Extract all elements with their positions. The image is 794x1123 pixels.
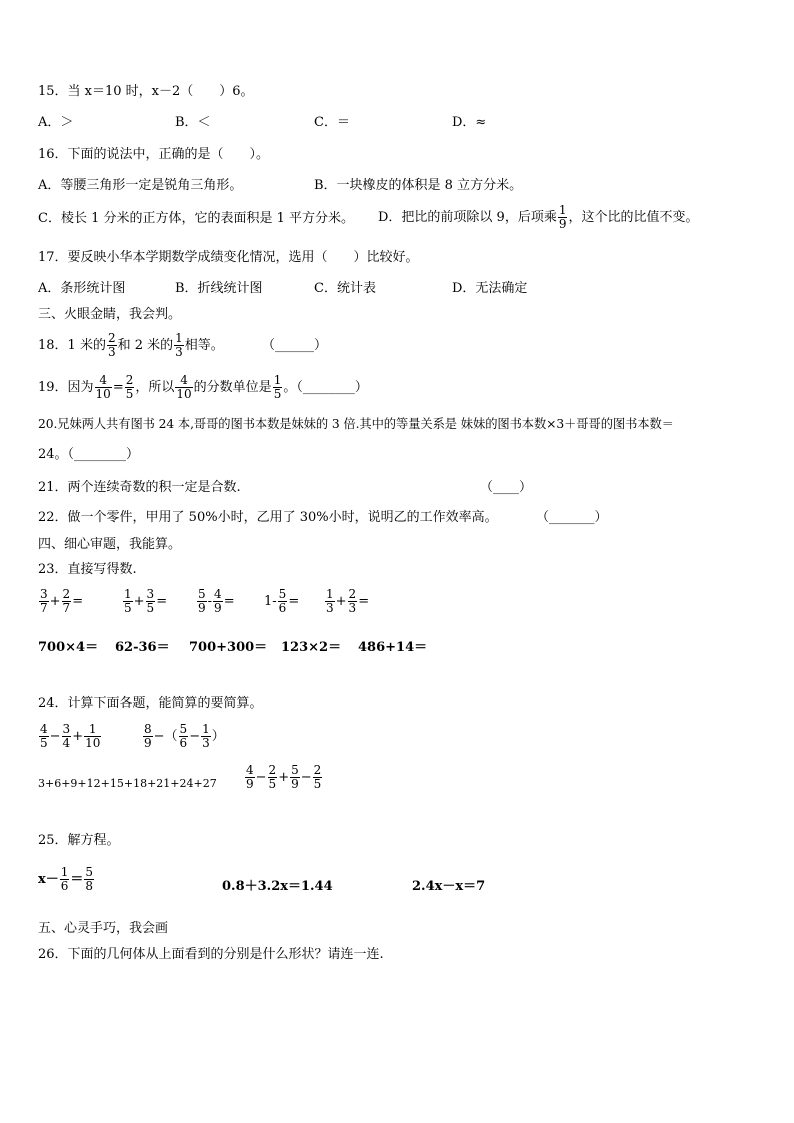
q21-stem: 21．两个连续奇数的积一定是合数. (38, 480, 241, 495)
q19-fraction-4: $\frac{1}{5}$ (273, 373, 282, 401)
q24-expr-2: $\frac{8}{9}$ −（ $\frac{5}{6}$ − $\frac{1}{3}$ ） (144, 722, 225, 750)
q16-option-a[interactable]: A．等腰三角形一定是锐角三角形。 (38, 178, 243, 193)
q16-option-d[interactable] (378, 203, 698, 233)
q16-d-fraction: $\frac{1}{9}$ (558, 203, 567, 231)
q25-stem: 25．解方程。 (38, 833, 120, 848)
q15-option-a[interactable]: A．＞ (38, 115, 74, 130)
q19-answer-blank[interactable]: 。（________） (283, 380, 368, 395)
q19-fraction-1: $\frac{4}{10}$ (95, 373, 111, 401)
q18-suffix: 相等。 (184, 338, 224, 353)
q15-option-b[interactable]: B．＜ (175, 115, 211, 130)
q22-answer-blank[interactable]: （_______） (536, 510, 608, 525)
q16-option-c[interactable]: C．棱长 1 分米的正方体，它的表面积是 1 平方分米。 (38, 211, 355, 226)
q25-equation-1: x－ $\frac{1}{6}$ ＝ $\frac{5}{8}$ (38, 865, 94, 893)
q23-item-3: $\frac{5}{9}$ - $\frac{4}{9}$ = (198, 587, 235, 615)
q18-answer-blank[interactable]: （______） (262, 338, 328, 353)
q15-stem: 15．当 x＝10 时，x－2（ ）6。 (38, 84, 254, 99)
q17-option-c[interactable]: C．统计表 (314, 281, 376, 296)
q19-mid: ，所以 (135, 380, 175, 395)
q19-mid2: 的分数单位是 (193, 380, 272, 395)
q25-equation-3: 2.4x－x＝7 (412, 879, 486, 894)
q23-calc-3: 700+300＝ (189, 640, 268, 655)
q15-option-c[interactable]: C．＝ (314, 115, 350, 130)
q19-prefix: 19．因为 (38, 380, 94, 395)
q23-calc-2: 62-36＝ (115, 640, 170, 655)
q23-item-5: $\frac{1}{3}$ + $\frac{2}{3}$ = (326, 587, 370, 615)
section-4-heading: 四、细心审题，我能算。 (38, 537, 182, 552)
q16-stem: 16．下面的说法中，正确的是（ ）。 (38, 147, 270, 162)
q25-equation-2: 0.8＋3.2x＝1.44 (222, 879, 333, 894)
q18-mid: 和 2 米的 (117, 338, 174, 353)
q21-answer-blank[interactable]: （____） (480, 480, 533, 495)
q17-stem: 17．要反映小华本学期数学成绩变化情况，选用（ ）比较好。 (38, 250, 419, 265)
section-3-heading: 三、火眼金睛，我会判。 (38, 307, 182, 322)
section-5-heading: 五、心灵手巧，我会画 (38, 921, 169, 936)
q19-fraction-2: $\frac{2}{5}$ (125, 373, 134, 401)
q19-equals: = (112, 380, 124, 395)
q16-option-b[interactable]: B．一块橡皮的体积是 8 立方分米。 (314, 178, 523, 193)
q23-item-4: 1- $\frac{5}{6}$ = (264, 587, 300, 615)
q15-option-d[interactable]: D．≈ (452, 115, 487, 130)
q24-expr-4: $\frac{4}{9}$ − $\frac{2}{5}$ + $\frac{5}{9}$ − $\frac{2}{5}$ (246, 763, 322, 791)
q18-fraction-2: $\frac{1}{3}$ (175, 331, 183, 359)
q23-stem: 23．直接写得数. (38, 562, 137, 577)
q16-d-prefix: D．把比的前项除以 9，后项乘 (378, 210, 557, 225)
q17-option-d[interactable]: D．无法确定 (452, 281, 528, 296)
q17-option-a[interactable]: A．条形统计图 (38, 281, 126, 296)
q23-calc-4: 123×2＝ (281, 640, 342, 655)
q19 (38, 372, 368, 404)
q20-line-1: 20.兄妹两人共有图书 24 本,哥哥的图书本数是妹妹的 3 倍.其中的等量关系是 妹妹的图书本数×3＋哥哥的图书本数＝ (38, 417, 674, 431)
q19-fraction-3: $\frac{4}{10}$ (176, 373, 192, 401)
q22-stem: 22．做一个零件，甲用了 50%小时，乙用了 30%小时，说明乙的工作效率高。 (38, 510, 498, 525)
q16-d-suffix: ，这个比的比值不变。 (568, 210, 699, 225)
q20-line-2[interactable]: 24。（________） (38, 447, 140, 462)
q23-calc-5: 486+14＝ (358, 640, 428, 655)
q18-prefix: 18．1 米的 (38, 338, 106, 353)
q23-item-2: $\frac{1}{5}$ + $\frac{3}{5}$ = (124, 587, 168, 615)
q24-expr-3: 3+6+9+12+15+18+21+24+27 (38, 777, 217, 790)
q23-calc-1: 700×4＝ (38, 640, 99, 655)
q18-fraction-1: $\frac{2}{3}$ (107, 331, 116, 359)
q23-item-1: $\frac{3}{7}$ + $\frac{2}{7}$ = (40, 587, 84, 615)
q24-expr-1: $\frac{4}{5}$ − $\frac{3}{4}$ + $\frac{1}{10}$ (40, 722, 101, 750)
q17-option-b[interactable]: B．折线统计图 (175, 281, 263, 296)
q18 (38, 331, 224, 361)
q24-stem: 24．计算下面各题，能简算的要简算。 (38, 696, 263, 711)
q26-stem: 26．下面的几何体从上面看到的分别是什么形状？请连一连. (38, 947, 384, 962)
